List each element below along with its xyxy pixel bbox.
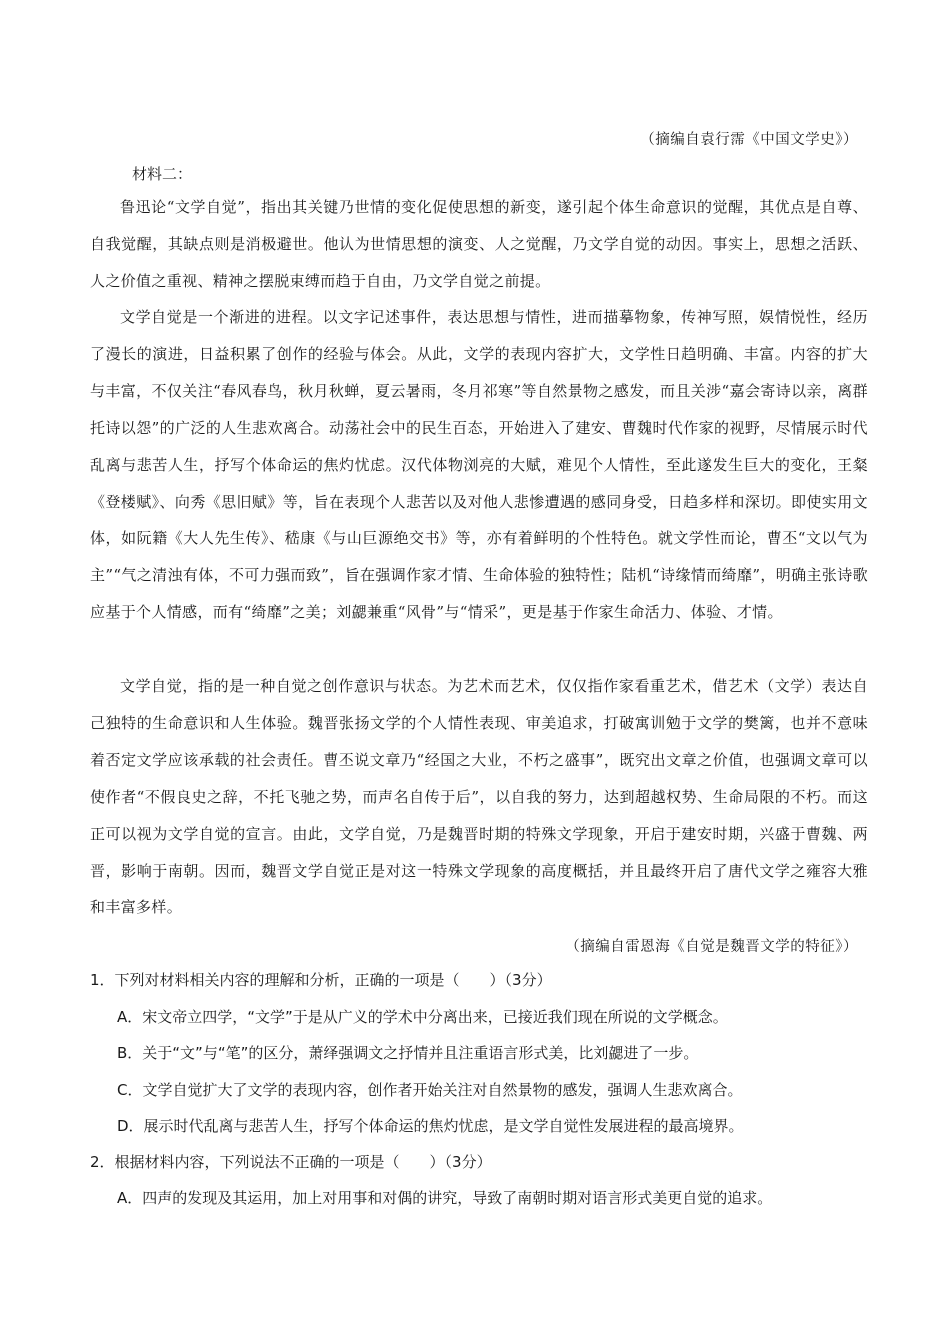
paragraph-self-awareness: 文学自觉，指的是一种自觉之创作意识与状态。为艺术而艺术，仅仅指作家看重艺术，借艺术（文学）表达自己独特的生命意识和人生体验。魏晋张扬文学的个人情性表现、审美追求，打破寓训勉于文学的樊篱，也并不意味着否定文学应该承载的社会责任。曹丕说文章乃“经国之大业，不朽之盛事”，既究出文章之价值，也强调文章可以使作者“不假良史之辞，不托飞驰之势，而声名自传于后”，以自我的努力，达到超越权势、生命局限的不朽。而这正可以视为文学自觉的宣言。由此，文学自觉，乃是魏晋时期的特殊文学现象，开启于建安时期，兴盛于曹魏、两晋，影响于南朝。因而，魏晋文学自觉正是对这一特殊文学现象的高度概括，并且最终开启了唐代文学之雍容大雅和丰富多样。 [90,677,868,917]
question-1-option-a: A．宋文帝立四学，“文学”于是从广义的学术中分离出来，已接近我们现在所说的文学概念。 [117,1008,728,1026]
source-citation-lei: （摘编自雷恩海《自觉是魏晋文学的特征》） [565,939,858,955]
source-citation-yuan: （摘编自袁行霈《中国文学史》） [640,132,858,148]
question-1-option-c: C．文学自觉扩大了文学的表现内容，创作者开始关注对自然景物的感发，强调人生悲欢离合。 [117,1081,743,1099]
question-1-option-b: B．关于“文”与“笔”的区分，萧绎强调文之抒情并且注重语言形式美，比刘勰进了一步。 [117,1044,699,1062]
question-1-option-d: D．展示时代乱离与悲苦人生，抒写个体命运的焦灼忧虑，是文学自觉性发展进程的最高境界。 [117,1117,744,1135]
paragraph-progression: 文学自觉是一个渐进的进程。以文字记述事件，表达思想与情性，进而描摹物象，传神写照，娱情悦性，经历了漫长的演进，日益积累了创作的经验与体会。从此，文学的表现内容扩大，文学性日趋明确、丰富。内容的扩大与丰富，不仅关注“春风春鸟，秋月秋蝉，夏云暑雨，冬月祁寒”等自然景物之感发，而且关涉“嘉会寄诗以亲，离群托诗以怨”的广泛的人生悲欢离合。动荡社会中的民生百态，开始进入了建安、曹魏时代作家的视野，尽情展示时代乱离与悲苦人生，抒写个体命运的焦灼忧虑。汉代体物浏亮的大赋，难见个人情性，至此遂发生巨大的变化，王粲《登楼赋》、向秀《思旧赋》等，旨在表现个人悲苦以及对他人悲惨遭遇的感同身受，日趋多样和深切。即使实用文体，如阮籍《大人先生传》、嵇康《与山巨源绝交书》等，亦有着鲜明的个性特色。就文学性而论，曹丕“文以气为主”“气之清浊有体，不可力强而致”，旨在强调作家才情、生命体验的独特性；陆机“诗缘情而绮靡”，明确主张诗歌应基于个人情感，而有“绮靡”之美；刘勰兼重“风骨”与“情采”，更是基于作家生命活力、体验、才情。 [90,308,868,622]
question-1-stem: 1．下列对材料相关内容的理解和分析，正确的一项是（ ）（3分） [90,971,552,989]
material-two-heading: 材料二： [132,165,193,183]
question-2-stem: 2．根据材料内容，下列说法不正确的一项是（ ）（3分） [90,1153,492,1171]
paragraph-luxun: 鲁迅论“文学自觉”，指出其关键乃世情的变化促使思想的新变，遂引起个体生命意识的觉醒，其优点是自尊、自我觉醒，其缺点则是消极避世。他认为世情思想的演变、人之觉醒，乃文学自觉的动因。事实上，思想之活跃、人之价值之重视、精神之摆脱束缚而趋于自由，乃文学自觉之前提。 [90,198,868,290]
question-2-option-a: A．四声的发现及其运用，加上对用事和对偶的讲究，导致了南朝时期对语言形式美更自觉的追求。 [117,1189,773,1207]
